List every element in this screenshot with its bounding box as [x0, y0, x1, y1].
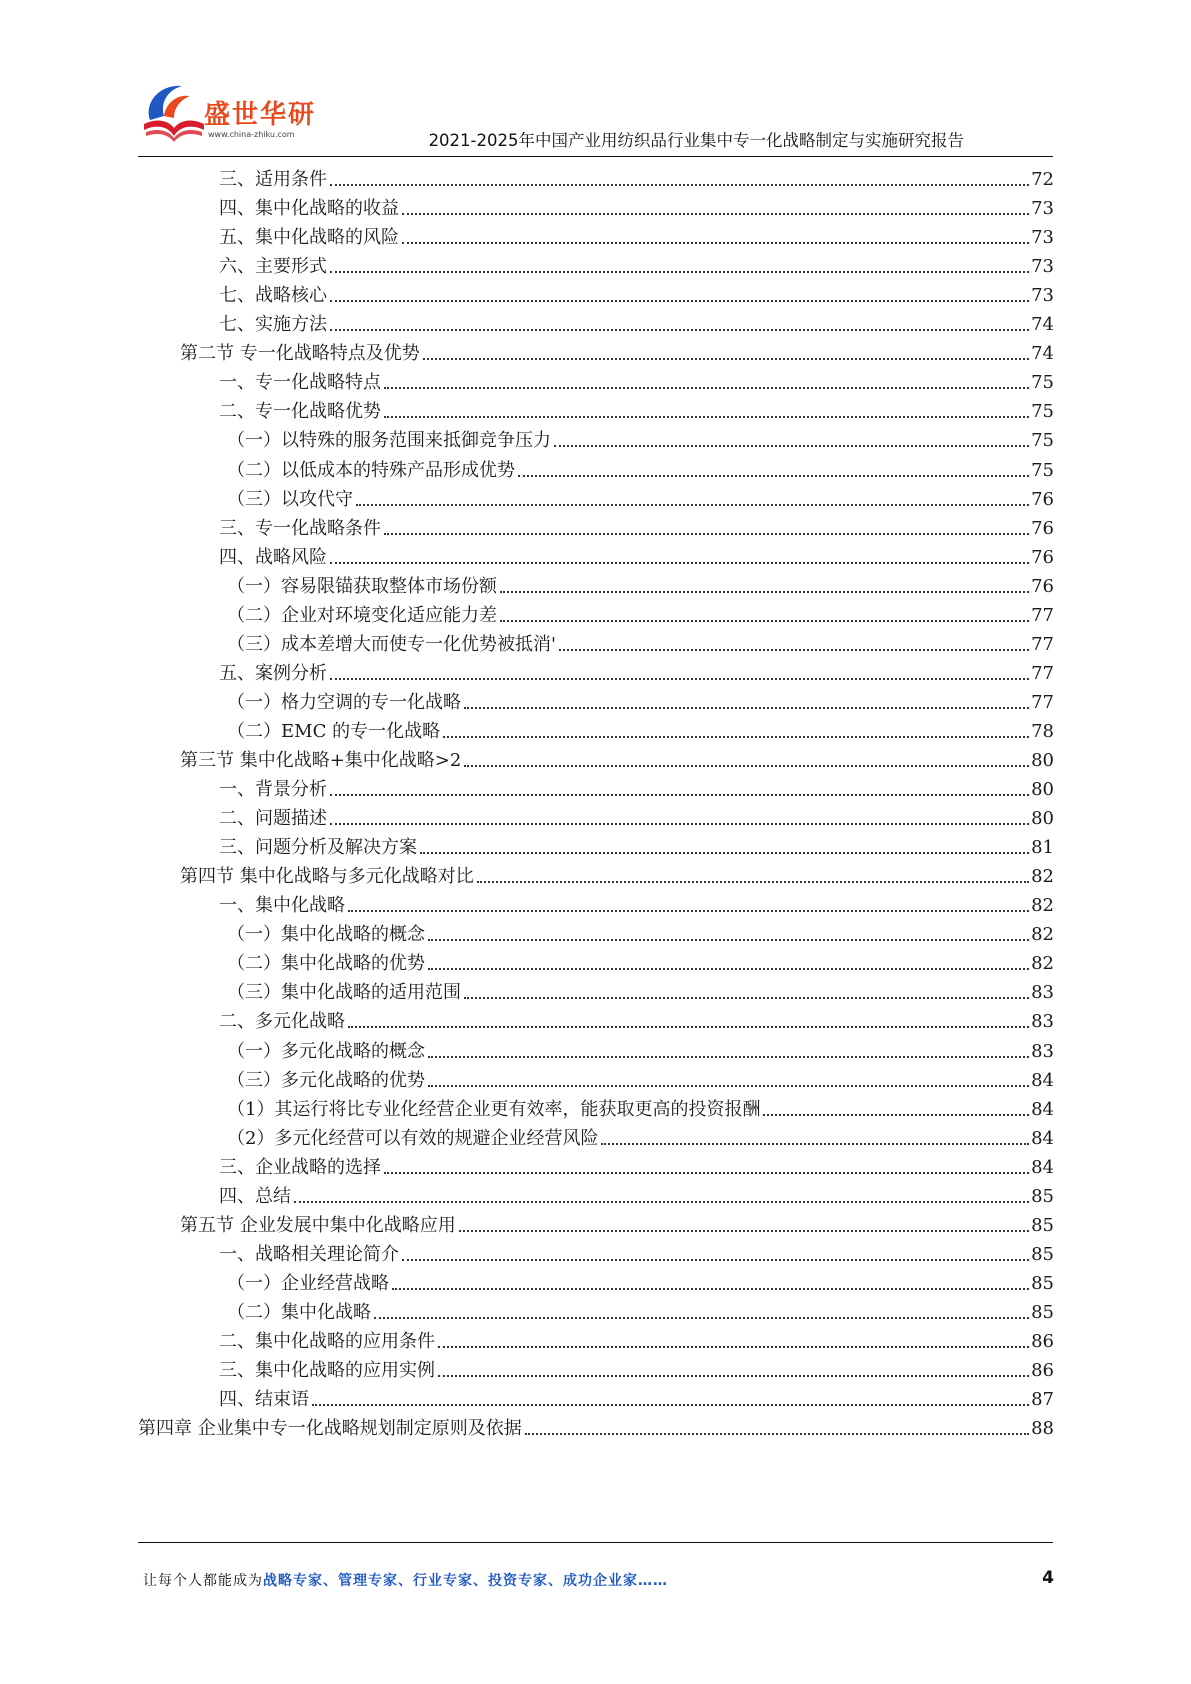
toc-entry-label: 六、主要形式: [219, 256, 327, 278]
toc-entry[interactable]: [219, 305, 1054, 336]
toc-entry-page: 82: [1031, 866, 1054, 888]
toc-entry-page: 84: [1031, 1127, 1054, 1149]
toc-dot-leader: [477, 881, 1029, 883]
logo-url: www.china-zhiku.com: [208, 130, 295, 139]
toc-dot-leader: [330, 300, 1029, 302]
toc-entry[interactable]: [219, 392, 1054, 423]
toc-entry-page: 85: [1031, 1243, 1054, 1265]
toc-entry-page: 76: [1031, 575, 1054, 597]
toc-entry[interactable]: [227, 712, 1054, 743]
toc-entry[interactable]: [219, 1380, 1054, 1411]
toc-entry-label: （2）多元化经营可以有效的规避企业经营风险: [227, 1127, 599, 1149]
toc-entry-page: 84: [1031, 1156, 1054, 1178]
toc-entry-label: 五、集中化战略的风险: [219, 227, 399, 249]
toc-entry-label: 四、集中化战略的收益: [219, 198, 399, 220]
toc-entry-label: （一）企业经营战略: [227, 1272, 389, 1294]
toc-entry[interactable]: [227, 451, 1054, 482]
toc-dot-leader: [312, 1404, 1029, 1406]
toc-entry-label: （一）多元化战略的概念: [227, 1040, 425, 1062]
toc-entry[interactable]: [219, 1235, 1054, 1266]
toc-entry[interactable]: [227, 1264, 1054, 1295]
toc-dot-leader: [500, 591, 1029, 593]
toc-entry[interactable]: [227, 973, 1054, 1004]
toc-entry-label: （三）多元化战略的优势: [227, 1069, 425, 1091]
toc-entry-label: 三、适用条件: [219, 169, 327, 190]
toc-entry[interactable]: [227, 1119, 1054, 1150]
toc-entry-page: 81: [1031, 837, 1054, 859]
toc-entry-label: （二）集中化战略的优势: [227, 953, 425, 975]
toc-entry-page: 75: [1031, 401, 1054, 423]
toc-entry-page: 73: [1031, 227, 1054, 249]
toc-dot-leader: [384, 1172, 1029, 1174]
toc-dot-leader: [423, 358, 1029, 360]
toc-entry-label: 一、背景分析: [219, 779, 327, 801]
toc-entry-page: 72: [1031, 169, 1054, 190]
toc-entry-label: 第三节 集中化战略+集中化战略>2: [180, 750, 462, 771]
toc-entry[interactable]: [219, 654, 1054, 685]
toc-entry-page: 73: [1031, 256, 1054, 278]
toc-entry[interactable]: [227, 1061, 1054, 1092]
toc-dot-leader: [330, 329, 1029, 331]
toc-entry-page: 84: [1031, 1069, 1054, 1091]
toc-entry-label: （三）集中化战略的适用范围: [227, 982, 461, 1004]
toc-entry-page: 77: [1031, 633, 1054, 655]
toc-entry[interactable]: [219, 247, 1054, 278]
toc-entry-label: 第五节 企业发展中集中化战略应用: [180, 1214, 456, 1236]
toc-dot-leader: [428, 1056, 1029, 1058]
toc-entry-page: 77: [1031, 604, 1054, 626]
toc-entry-label: （一）容易限锚获取整体市场份额: [227, 575, 497, 597]
toc-entry-label: 二、专一化战略优势: [219, 401, 381, 423]
toc-entry-label: 一、集中化战略: [219, 895, 345, 917]
toc-entry-page: 83: [1031, 1011, 1054, 1033]
toc-dot-leader: [384, 387, 1029, 389]
toc-entry[interactable]: [227, 1032, 1054, 1063]
toc-dot-leader: [330, 823, 1029, 825]
toc-entry[interactable]: [227, 1090, 1054, 1121]
toc-entry[interactable]: [227, 915, 1054, 946]
toc-entry-page: 86: [1031, 1360, 1054, 1382]
toc-entry-page: 76: [1031, 488, 1054, 510]
toc-entry[interactable]: [227, 480, 1054, 511]
toc-entry[interactable]: [219, 1177, 1054, 1208]
logo-book-icon: [138, 80, 208, 148]
toc-dot-leader: [348, 910, 1029, 912]
toc-entry[interactable]: [219, 1002, 1054, 1033]
toc-dot-leader: [348, 1026, 1029, 1028]
toc-entry-label: （一）格力空调的专一化战略: [227, 691, 461, 713]
toc-dot-leader: [525, 1433, 1029, 1435]
toc-entry-label: （一）以特殊的服务范围来抵御竞争压力: [227, 430, 551, 452]
logo-wordmark: 盛世华研: [204, 100, 317, 130]
toc-entry-label: （一）集中化战略的概念: [227, 924, 425, 946]
toc-dot-leader: [420, 852, 1029, 854]
toc-dot-leader: [459, 1230, 1029, 1232]
toc-dot-leader: [374, 1317, 1029, 1319]
toc-entry-label: 三、企业战略的选择: [219, 1156, 381, 1178]
toc-entry-label: 一、专一化战略特点: [219, 372, 381, 394]
toc-entry-page: 82: [1031, 924, 1054, 946]
toc-entry-page: 74: [1031, 314, 1054, 336]
toc-entry[interactable]: [219, 218, 1054, 249]
toc-entry[interactable]: [219, 160, 1054, 191]
toc-entry[interactable]: [138, 1409, 1054, 1440]
toc-dot-leader: [384, 416, 1029, 418]
toc-entry-page: 84: [1031, 1098, 1054, 1120]
toc-entry[interactable]: [219, 770, 1054, 801]
toc-entry[interactable]: [219, 363, 1054, 394]
toc-entry-page: 83: [1031, 1040, 1054, 1062]
toc-dot-leader: [402, 1259, 1029, 1261]
toc-entry-label: 三、专一化战略条件: [219, 517, 381, 539]
toc-dot-leader: [554, 445, 1029, 447]
toc-entry-label: 七、实施方法: [219, 314, 327, 336]
toc-dot-leader: [428, 1085, 1029, 1087]
report-title: 2021-2025年中国产业用纺织品行业集中专一化战略制定与实施研究报告: [428, 131, 964, 150]
toc-dot-leader: [559, 649, 1029, 651]
toc-entry[interactable]: [227, 944, 1054, 975]
footer-slogan: [143, 1570, 668, 1590]
toc-entry-page: 82: [1031, 953, 1054, 975]
toc-entry-page: 73: [1031, 198, 1054, 220]
toc-dot-leader: [356, 504, 1029, 506]
toc-entry[interactable]: [227, 683, 1054, 714]
toc-dot-leader: [438, 1375, 1029, 1377]
toc-entry[interactable]: [219, 1148, 1054, 1179]
toc-entry-label: （二）企业对环境变化适应能力差: [227, 604, 497, 626]
toc-entry-page: 74: [1031, 343, 1054, 365]
toc-dot-leader: [330, 678, 1029, 680]
toc-entry[interactable]: [180, 857, 1054, 888]
toc-dot-leader: [330, 562, 1029, 564]
toc-entry[interactable]: [180, 1206, 1054, 1237]
toc-entry-page: 75: [1031, 430, 1054, 452]
toc-entry[interactable]: [227, 625, 1054, 656]
toc-entry[interactable]: [227, 421, 1054, 452]
toc-entry-label: （三）以攻代守: [227, 488, 353, 510]
toc-dot-leader: [500, 620, 1029, 622]
toc-entry-label: 第二节 专一化战略特点及优势: [180, 343, 420, 365]
toc-dot-leader: [428, 968, 1029, 970]
toc-dot-leader: [402, 242, 1029, 244]
toc-entry[interactable]: [219, 276, 1054, 307]
slogan-lead: 让每个人都能成为: [143, 1573, 263, 1589]
toc-entry-label: （二）EMC 的专一化战略: [227, 720, 441, 742]
toc-entry-page: 80: [1031, 808, 1054, 830]
toc-entry[interactable]: [227, 567, 1054, 598]
toc-entry[interactable]: [219, 828, 1054, 859]
page-number: 4: [1042, 1568, 1054, 1588]
company-logo: [138, 80, 318, 150]
footer-divider: [138, 1542, 1053, 1543]
toc-entry-page: 87: [1031, 1389, 1054, 1411]
toc-entry-label: （三）成本差增大而使专一化优势被抵消': [227, 633, 556, 655]
toc-entry[interactable]: [227, 1293, 1054, 1324]
toc-entry-page: 77: [1031, 691, 1054, 713]
toc-entry-label: （二）集中化战略: [227, 1301, 371, 1323]
toc-entry-page: 85: [1031, 1301, 1054, 1323]
toc-entry[interactable]: [219, 509, 1054, 540]
toc-entry-label: 二、多元化战略: [219, 1011, 345, 1033]
toc-entry-page: 75: [1031, 459, 1054, 481]
toc-entry[interactable]: [180, 334, 1054, 365]
slogan-roles: 战略专家、管理专家、行业专家、投资专家、成功企业家……: [263, 1573, 668, 1589]
toc-entry-page: 85: [1031, 1185, 1054, 1207]
toc-dot-leader: [402, 213, 1029, 215]
toc-entry-page: 75: [1031, 372, 1054, 394]
toc-dot-leader: [294, 1201, 1029, 1203]
toc-entry-label: 三、集中化战略的应用实例: [219, 1360, 435, 1382]
toc-entry[interactable]: [180, 741, 1054, 772]
toc-entry-page: 86: [1031, 1331, 1054, 1352]
toc-entry-label: 七、战略核心: [219, 285, 327, 307]
toc-dot-leader: [464, 997, 1029, 999]
toc-dot-leader: [464, 765, 1029, 767]
toc-entry[interactable]: [219, 886, 1054, 917]
toc-entry-label: 五、案例分析: [219, 662, 327, 684]
toc-entry-label: （1）其运行将比专业化经营企业更有效率，能获取更高的投资报酬: [227, 1098, 761, 1120]
toc-entry[interactable]: [219, 189, 1054, 220]
toc-dot-leader: [330, 794, 1029, 796]
toc-dot-leader: [428, 939, 1029, 941]
toc-entry[interactable]: [219, 799, 1054, 830]
toc-entry-page: 77: [1031, 662, 1054, 684]
toc-entry-page: 76: [1031, 546, 1054, 568]
toc-entry-label: 四、战略风险: [219, 546, 327, 568]
toc-entry-page: 80: [1031, 750, 1054, 771]
toc-entry-label: 第四章 企业集中专一化战略规划制定原则及依据: [138, 1418, 522, 1440]
toc-entry-label: 一、战略相关理论简介: [219, 1243, 399, 1265]
toc-dot-leader: [392, 1288, 1029, 1290]
toc-entry-page: 80: [1031, 779, 1054, 801]
toc-entry-label: 四、结束语: [219, 1389, 309, 1411]
toc-dot-leader: [443, 736, 1029, 738]
toc-entry-label: 二、集中化战略的应用条件: [219, 1331, 435, 1352]
toc-entry-page: 85: [1031, 1272, 1054, 1294]
toc-entry-page: 78: [1031, 720, 1054, 742]
toc-dot-leader: [330, 271, 1029, 273]
toc-dot-leader: [330, 184, 1029, 186]
toc-entry-label: 第四节 集中化战略与多元化战略对比: [180, 866, 474, 888]
toc-dot-leader: [384, 533, 1029, 535]
toc-dot-leader: [438, 1346, 1029, 1348]
toc-dot-leader: [518, 475, 1029, 477]
page-header: [0, 0, 1191, 160]
toc-entry[interactable]: [227, 596, 1054, 627]
toc-entry-page: 73: [1031, 285, 1054, 307]
toc-entry[interactable]: [219, 1351, 1054, 1382]
header-divider: [138, 156, 1053, 157]
toc-entry-label: 四、总结: [219, 1185, 291, 1207]
toc-dot-leader: [601, 1143, 1029, 1145]
toc-entry-page: 82: [1031, 895, 1054, 917]
toc-entry-page: 85: [1031, 1214, 1054, 1236]
toc-entry[interactable]: [219, 1322, 1054, 1353]
toc-entry-page: 88: [1031, 1418, 1054, 1440]
toc-entry[interactable]: [219, 538, 1054, 569]
toc-dot-leader: [464, 707, 1029, 709]
toc-entry-page: 83: [1031, 982, 1054, 1004]
toc-entry-label: 二、问题描述: [219, 808, 327, 830]
toc-entry-label: 三、问题分析及解决方案: [219, 837, 417, 859]
toc-dot-leader: [763, 1114, 1029, 1116]
toc-entry-label: （二）以低成本的特殊产品形成优势: [227, 459, 515, 481]
toc-entry-page: 76: [1031, 517, 1054, 539]
